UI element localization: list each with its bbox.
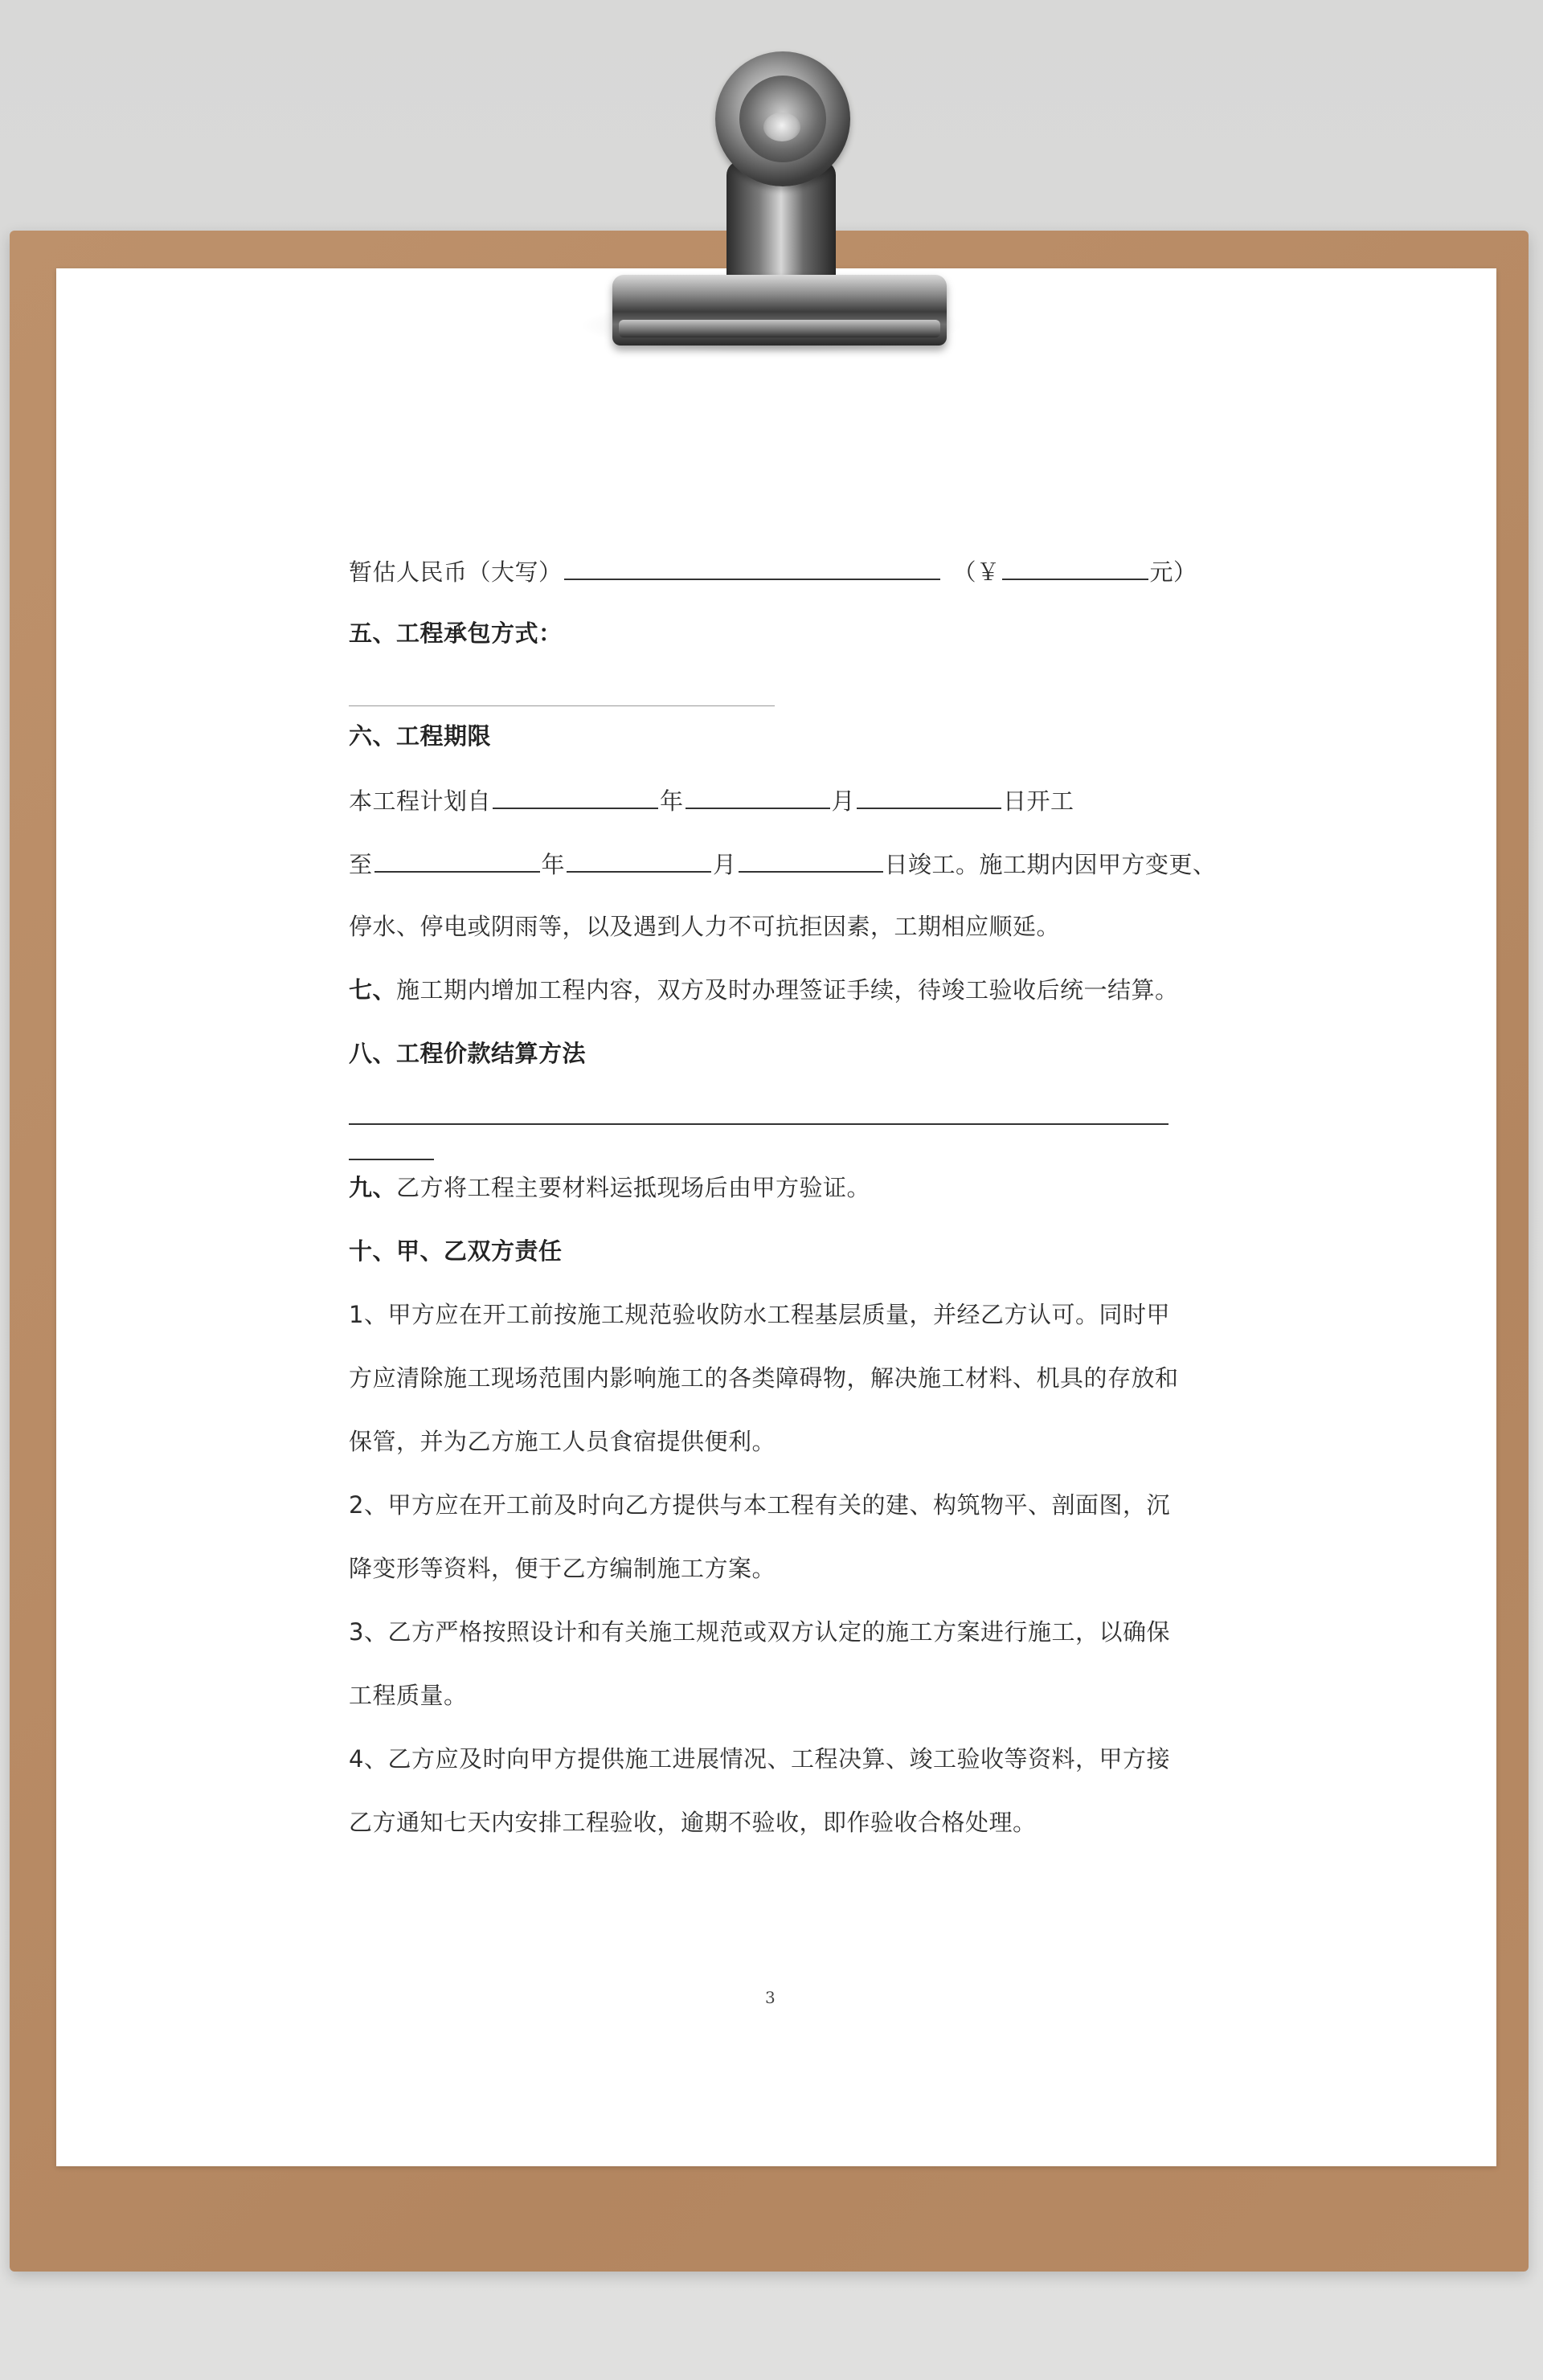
estimate-number-blank bbox=[1002, 554, 1148, 580]
section-5-title: 五、工程承包方式： bbox=[349, 620, 563, 647]
end-month-blank bbox=[567, 847, 711, 873]
estimate-suffix: 元） bbox=[1149, 558, 1197, 586]
page-number: 3 bbox=[765, 1988, 776, 2007]
start-year-blank bbox=[493, 783, 658, 809]
item-4-line-1: 4、乙方应及时向甲方提供施工进展情况、工程决算、竣工验收等资料，甲方接 bbox=[349, 1745, 1170, 1773]
item-1-line-1: 1、甲方应在开工前按施工规范验收防水工程基层质量，并经乙方认可。同时甲 bbox=[349, 1301, 1170, 1328]
start-day-blank bbox=[857, 783, 1001, 809]
section-5-blank-line bbox=[349, 705, 775, 706]
end-suffix: 日竣工。施工期内因甲方变更、 bbox=[884, 851, 1217, 878]
end-year-label: 年 bbox=[541, 851, 566, 878]
clip-hole bbox=[763, 112, 800, 141]
paper-sheet bbox=[56, 268, 1496, 2166]
end-month-label: 月 bbox=[713, 851, 737, 878]
item-4-line-2: 乙方通知七天内安排工程验收，逾期不验收，即作验收合格处理。 bbox=[349, 1809, 1037, 1836]
section-7-text: 施工期内增加工程内容，双方及时办理签证手续，待竣工验收后统一结算。 bbox=[396, 976, 1179, 1004]
item-3-line-2: 工程质量。 bbox=[349, 1682, 468, 1709]
section-6-title: 六、工程期限 bbox=[349, 722, 492, 750]
estimate-prefix: 暂估人民币（大写） bbox=[349, 558, 563, 586]
start-prefix: 本工程计划自 bbox=[349, 787, 492, 815]
section-9-text: 乙方将工程主要材料运抵现场后由甲方验证。 bbox=[396, 1174, 871, 1201]
item-1-line-2: 方应清除施工现场范围内影响施工的各类障碍物，解决施工材料、机具的存放和 bbox=[349, 1364, 1179, 1392]
end-prefix: 至 bbox=[349, 851, 373, 878]
item-2-line-1: 2、甲方应在开工前及时向乙方提供与本工程有关的建、构筑物平、剖面图，沉 bbox=[349, 1491, 1170, 1519]
end-year-blank bbox=[374, 847, 540, 873]
item-1-line-3: 保管，并为乙方施工人员食宿提供便利。 bbox=[349, 1428, 776, 1455]
end-day-blank bbox=[739, 847, 883, 873]
item-3-line-1: 3、乙方严格按照设计和有关施工规范或双方认定的施工方案进行施工，以确保 bbox=[349, 1618, 1170, 1646]
binder-clip-edge bbox=[619, 320, 940, 337]
start-month-label: 月 bbox=[831, 787, 856, 815]
section-7-title: 七、 bbox=[349, 976, 397, 1004]
section-8-blank-line-1 bbox=[349, 1123, 1169, 1125]
section-8-blank-line-2 bbox=[349, 1159, 434, 1160]
end-date-line bbox=[349, 847, 1217, 881]
start-month-blank bbox=[686, 783, 830, 809]
section-10-title: 十、甲、乙双方责任 bbox=[349, 1237, 563, 1265]
estimate-amount-blank bbox=[564, 554, 940, 580]
estimate-line bbox=[349, 554, 1197, 588]
estimate-mid: （￥ bbox=[952, 558, 1001, 586]
start-year-label: 年 bbox=[660, 787, 684, 815]
item-2-line-2: 降变形等资料，便于乙方编制施工方案。 bbox=[349, 1555, 776, 1582]
section-9-line bbox=[349, 1172, 870, 1204]
start-date-line bbox=[349, 783, 1074, 817]
section-8-title: 八、工程价款结算方法 bbox=[349, 1040, 587, 1067]
section-7-line bbox=[349, 974, 1179, 1006]
start-suffix: 日开工 bbox=[1003, 787, 1074, 815]
section-9-title: 九、 bbox=[349, 1174, 397, 1201]
delay-line: 停水、停电或阴雨等，以及遇到人力不可抗拒因素，工期相应顺延。 bbox=[349, 913, 1061, 940]
